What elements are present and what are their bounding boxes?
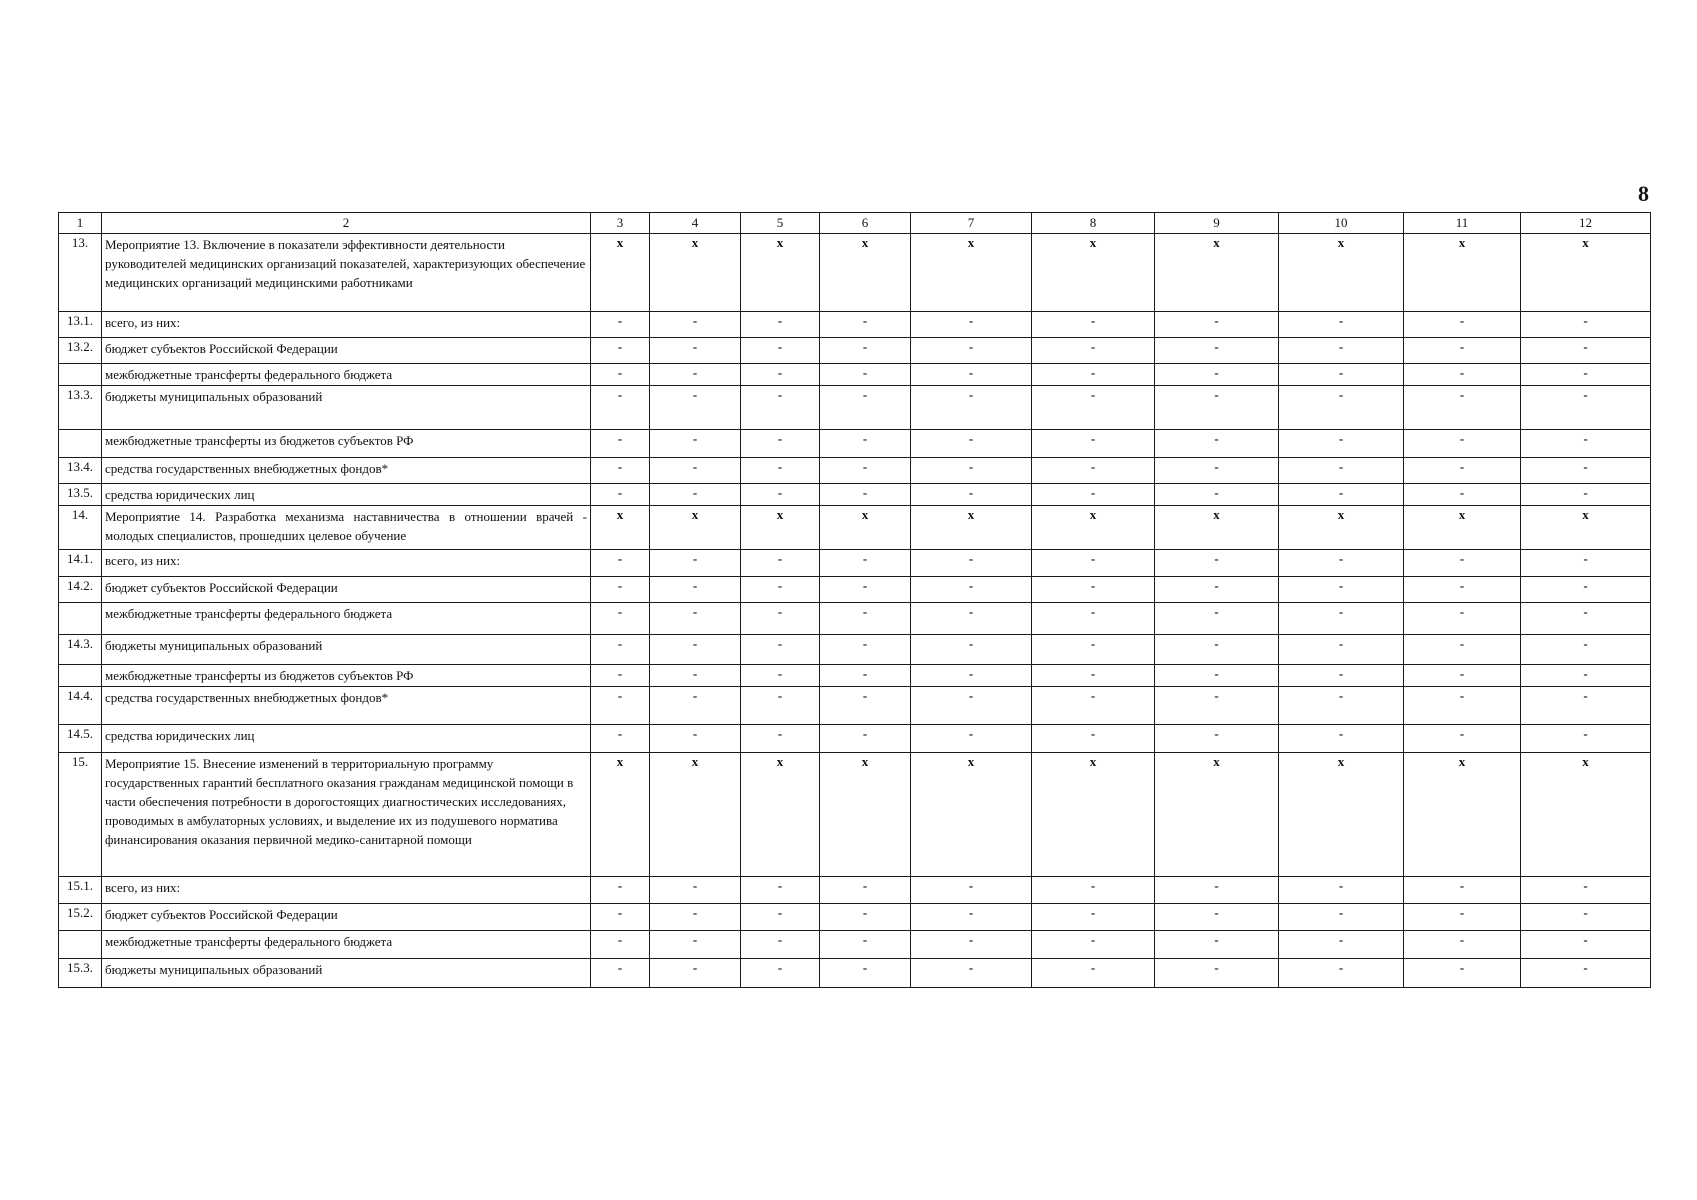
column-header: 1 [59,213,102,234]
value-cell: - [1279,458,1404,484]
value-cell: - [1279,635,1404,665]
value-cell: - [591,312,650,338]
table-row [59,959,1651,988]
value-cell: - [1404,877,1521,904]
value-cell: - [741,665,820,687]
row-number-cell [59,364,102,386]
column-header: 12 [1521,213,1651,234]
value-cell: - [820,484,911,506]
value-cell: - [820,931,911,959]
row-number-cell: 14.3. [59,635,102,665]
row-number-cell [59,603,102,635]
value-cell: - [1032,364,1155,386]
value-cell: - [911,725,1032,753]
value-cell: - [1404,931,1521,959]
value-cell: - [1155,725,1279,753]
value-cell: x [1155,753,1279,877]
value-cell: - [741,904,820,931]
value-cell: - [1155,577,1279,603]
table-row [59,931,1651,959]
value-cell: - [1032,931,1155,959]
value-cell: - [591,635,650,665]
row-description-cell: Мероприятие 14. Разработка механизма наставничества в отношении врачей - молодых специалистов, прошедших целевое обучение [102,506,591,550]
row-number-cell: 14.4. [59,687,102,725]
value-cell: x [1279,234,1404,312]
value-cell: - [1404,312,1521,338]
row-description-cell: Мероприятие 15. Внесение изменений в территориальную программу государственных гарантий бесплатного оказания гражданам медицинской помощи в части обеспечения потребности в дорогостоящих диагностических исследованиях, проводимых в амбулаторных условиях, и выделение их из подушевого норматива финансирования оказания первичной медико-санитарной помощи [102,753,591,877]
value-cell: - [1032,603,1155,635]
value-cell: - [911,386,1032,430]
value-cell: x [1279,753,1404,877]
value-cell: - [820,312,911,338]
value-cell: - [1521,687,1651,725]
value-cell: - [650,364,741,386]
value-cell: - [1279,665,1404,687]
row-number-cell: 13.5. [59,484,102,506]
column-header: 9 [1155,213,1279,234]
value-cell: - [1404,904,1521,931]
value-cell: - [1032,904,1155,931]
value-cell: - [741,635,820,665]
value-cell: - [820,550,911,577]
value-cell: - [911,959,1032,988]
value-cell: x [591,753,650,877]
value-cell: x [741,234,820,312]
row-description-cell: бюджеты муниципальных образований [102,386,591,430]
column-header: 3 [591,213,650,234]
value-cell: - [820,458,911,484]
value-cell: - [820,364,911,386]
row-number-cell: 13.2. [59,338,102,364]
value-cell: - [741,603,820,635]
value-cell: - [1279,338,1404,364]
value-cell: - [741,577,820,603]
value-cell: - [1032,665,1155,687]
value-cell: - [1155,550,1279,577]
value-cell: - [1155,458,1279,484]
row-number-cell: 15. [59,753,102,877]
value-cell: - [820,386,911,430]
value-cell: - [1032,386,1155,430]
value-cell: - [1404,550,1521,577]
value-cell: - [911,484,1032,506]
value-cell: - [1279,364,1404,386]
row-number-cell: 15.1. [59,877,102,904]
table-row [59,753,1651,877]
table-row [59,550,1651,577]
activities-table [58,212,1651,988]
value-cell: x [1155,234,1279,312]
value-cell: - [591,458,650,484]
value-cell: - [741,550,820,577]
row-description-cell: всего, из них: [102,877,591,904]
table-body [59,234,1651,988]
value-cell: x [1032,234,1155,312]
value-cell: - [1032,484,1155,506]
value-cell: - [1404,430,1521,458]
value-cell: - [1521,635,1651,665]
value-cell: - [1155,338,1279,364]
row-description-cell: бюджет субъектов Российской Федерации [102,577,591,603]
value-cell: - [820,904,911,931]
value-cell: - [1404,635,1521,665]
value-cell: - [1279,725,1404,753]
value-cell: - [1155,364,1279,386]
value-cell: x [1404,506,1521,550]
value-cell: - [591,877,650,904]
value-cell: - [1279,904,1404,931]
value-cell: - [1032,312,1155,338]
value-cell: - [1279,687,1404,725]
row-description-cell: бюджет субъектов Российской Федерации [102,904,591,931]
value-cell: - [1032,458,1155,484]
table-row [59,430,1651,458]
value-cell: - [650,386,741,430]
value-cell: - [820,338,911,364]
row-description-cell: межбюджетные трансферты федерального бюджета [102,931,591,959]
value-cell: - [741,931,820,959]
value-cell: - [1404,665,1521,687]
column-header: 5 [741,213,820,234]
value-cell: - [1279,577,1404,603]
row-description-cell: межбюджетные трансферты из бюджетов субъектов РФ [102,665,591,687]
value-cell: - [911,877,1032,904]
value-cell: - [591,430,650,458]
value-cell: - [1155,312,1279,338]
value-cell: - [1404,484,1521,506]
value-cell: - [650,484,741,506]
value-cell: x [1521,753,1651,877]
value-cell: - [591,338,650,364]
column-header: 8 [1032,213,1155,234]
value-cell: x [820,234,911,312]
value-cell: x [650,234,741,312]
value-cell: x [820,753,911,877]
row-description-cell: бюджеты муниципальных образований [102,635,591,665]
table-row [59,312,1651,338]
row-number-cell: 14.2. [59,577,102,603]
value-cell: - [741,877,820,904]
value-cell: - [820,577,911,603]
value-cell: x [911,753,1032,877]
value-cell: x [1521,234,1651,312]
value-cell: - [1521,931,1651,959]
row-number-cell: 13.1. [59,312,102,338]
value-cell: - [1521,484,1651,506]
row-description-cell: средства юридических лиц [102,725,591,753]
value-cell: - [1404,364,1521,386]
table-row [59,904,1651,931]
column-header: 2 [102,213,591,234]
value-cell: - [1155,665,1279,687]
value-cell: - [1404,725,1521,753]
value-cell: - [1279,312,1404,338]
value-cell: x [1032,753,1155,877]
row-description-cell: средства государственных внебюджетных фондов* [102,687,591,725]
value-cell: - [1032,338,1155,364]
value-cell: - [911,364,1032,386]
value-cell: - [650,931,741,959]
row-number-cell: 15.2. [59,904,102,931]
row-number-cell: 14.5. [59,725,102,753]
value-cell: - [911,338,1032,364]
value-cell: - [1279,959,1404,988]
value-cell: - [1279,550,1404,577]
value-cell: - [1032,635,1155,665]
value-cell: - [911,687,1032,725]
row-number-cell [59,931,102,959]
value-cell: - [820,665,911,687]
value-cell: - [1404,687,1521,725]
value-cell: x [591,234,650,312]
value-cell: - [1521,364,1651,386]
value-cell: - [1155,635,1279,665]
value-cell: - [1032,577,1155,603]
value-cell: - [1155,484,1279,506]
value-cell: - [1521,725,1651,753]
value-cell: - [741,386,820,430]
value-cell: - [911,550,1032,577]
value-cell: - [911,931,1032,959]
value-cell: - [1155,904,1279,931]
value-cell: - [650,635,741,665]
value-cell: - [1032,430,1155,458]
row-description-cell: Мероприятие 13. Включение в показатели эффективности деятельности руководителей медицинских организаций показателей, характеризующих обеспечение медицинских организаций медицинскими работниками [102,234,591,312]
value-cell: - [1279,603,1404,635]
value-cell: - [741,312,820,338]
value-cell: - [1404,959,1521,988]
value-cell: - [741,458,820,484]
value-cell: - [1155,386,1279,430]
row-number-cell: 14.1. [59,550,102,577]
value-cell: - [911,430,1032,458]
value-cell: - [741,725,820,753]
value-cell: - [1521,665,1651,687]
value-cell: - [741,430,820,458]
table-row [59,386,1651,430]
value-cell: - [650,458,741,484]
value-cell: x [1279,506,1404,550]
value-cell: - [1521,458,1651,484]
value-cell: x [650,753,741,877]
value-cell: - [591,577,650,603]
value-cell: x [820,506,911,550]
column-header: 10 [1279,213,1404,234]
row-description-cell: всего, из них: [102,550,591,577]
value-cell: - [1404,338,1521,364]
value-cell: - [1521,312,1651,338]
page-number: 8 [1638,181,1649,206]
row-number-cell: 13. [59,234,102,312]
value-cell: - [741,959,820,988]
value-cell: - [741,687,820,725]
value-cell: - [1521,877,1651,904]
row-description-cell: межбюджетные трансферты федерального бюджета [102,364,591,386]
value-cell: - [1155,931,1279,959]
value-cell: - [911,577,1032,603]
value-cell: - [1521,386,1651,430]
value-cell: - [1032,550,1155,577]
value-cell: - [591,364,650,386]
value-cell: - [820,959,911,988]
value-cell: - [1032,725,1155,753]
value-cell: - [650,430,741,458]
row-description-cell: бюджеты муниципальных образований [102,959,591,988]
value-cell: - [650,312,741,338]
value-cell: - [1521,338,1651,364]
value-cell: x [1032,506,1155,550]
value-cell: x [1521,506,1651,550]
value-cell: - [1279,877,1404,904]
row-description-cell: средства юридических лиц [102,484,591,506]
table-row [59,484,1651,506]
value-cell: - [650,550,741,577]
value-cell: - [1404,458,1521,484]
value-cell: - [1521,904,1651,931]
value-cell: - [820,725,911,753]
row-number-cell [59,665,102,687]
value-cell: - [591,959,650,988]
value-cell: - [820,687,911,725]
value-cell: x [741,753,820,877]
value-cell: - [591,687,650,725]
value-cell: - [741,484,820,506]
value-cell: - [911,458,1032,484]
value-cell: - [1521,550,1651,577]
value-cell: - [911,603,1032,635]
value-cell: - [591,931,650,959]
value-cell: - [1032,959,1155,988]
table-row [59,364,1651,386]
value-cell: - [591,386,650,430]
value-cell: x [911,234,1032,312]
value-cell: - [650,577,741,603]
value-cell: - [820,635,911,665]
row-description-cell: всего, из них: [102,312,591,338]
row-description-cell: средства государственных внебюджетных фондов* [102,458,591,484]
value-cell: x [911,506,1032,550]
value-cell: - [1155,687,1279,725]
value-cell: - [1279,931,1404,959]
header-row [59,213,1651,234]
value-cell: - [1521,959,1651,988]
row-number-cell: 13.4. [59,458,102,484]
value-cell: - [820,877,911,904]
value-cell: - [1279,430,1404,458]
value-cell: - [1155,603,1279,635]
value-cell: - [1521,430,1651,458]
table-row [59,687,1651,725]
value-cell: - [911,665,1032,687]
value-cell: - [911,635,1032,665]
row-number-cell [59,430,102,458]
value-cell: - [591,665,650,687]
value-cell: - [1032,877,1155,904]
value-cell: x [1404,753,1521,877]
value-cell: x [1404,234,1521,312]
value-cell: x [741,506,820,550]
column-header: 4 [650,213,741,234]
value-cell: - [1032,687,1155,725]
value-cell: - [1155,430,1279,458]
value-cell: - [911,904,1032,931]
table-row [59,877,1651,904]
table-row [59,458,1651,484]
value-cell: - [1521,577,1651,603]
value-cell: - [591,484,650,506]
column-header: 7 [911,213,1032,234]
value-cell: - [650,687,741,725]
value-cell: - [591,725,650,753]
value-cell: - [650,603,741,635]
row-description-cell: межбюджетные трансферты из бюджетов субъектов РФ [102,430,591,458]
value-cell: - [1155,877,1279,904]
value-cell: - [741,364,820,386]
value-cell: - [1404,603,1521,635]
value-cell: - [650,665,741,687]
value-cell: x [1155,506,1279,550]
value-cell: - [591,603,650,635]
row-number-cell: 14. [59,506,102,550]
value-cell: - [1404,386,1521,430]
value-cell: - [820,603,911,635]
value-cell: - [911,312,1032,338]
row-description-cell: бюджет субъектов Российской Федерации [102,338,591,364]
row-number-cell: 15.3. [59,959,102,988]
table-row [59,665,1651,687]
value-cell: - [820,430,911,458]
value-cell: - [591,904,650,931]
table-row [59,577,1651,603]
value-cell: - [591,550,650,577]
column-header: 6 [820,213,911,234]
column-header: 11 [1404,213,1521,234]
table-row [59,725,1651,753]
table-row [59,635,1651,665]
row-number-cell: 13.3. [59,386,102,430]
value-cell: - [1279,386,1404,430]
value-cell: - [650,338,741,364]
table-row [59,603,1651,635]
value-cell: - [1521,603,1651,635]
value-cell: - [1404,577,1521,603]
value-cell: - [650,725,741,753]
value-cell: - [741,338,820,364]
value-cell: x [591,506,650,550]
value-cell: - [1279,484,1404,506]
value-cell: - [1155,959,1279,988]
value-cell: - [650,877,741,904]
table-row [59,338,1651,364]
value-cell: - [650,904,741,931]
row-description-cell: межбюджетные трансферты федерального бюджета [102,603,591,635]
value-cell: - [650,959,741,988]
table-row [59,506,1651,550]
value-cell: x [650,506,741,550]
table-row [59,234,1651,312]
